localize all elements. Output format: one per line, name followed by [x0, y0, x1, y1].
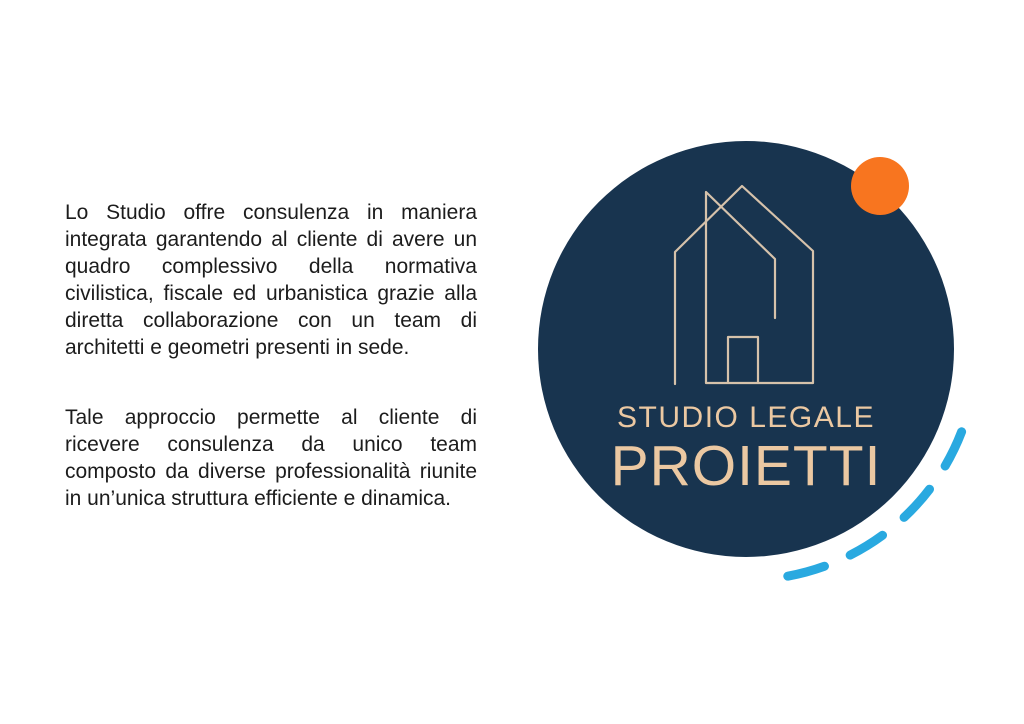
logo-line-proietti: PROIETTI	[610, 434, 882, 498]
intro-paragraph-2: Tale approccio permette al cliente di ricevere consulenza da unico team composto da diverse professionalità riunite in un’unica struttura efficiente e dinamica.	[65, 406, 477, 510]
orange-dot-icon	[851, 157, 909, 215]
logo-line-studio-legale: STUDIO LEGALE	[617, 401, 875, 434]
intro-paragraph-1: Lo Studio offre consulenza in maniera integrata garantendo al cliente di avere un quadro complessivo della normativa civilistica, fiscale ed urbanistica grazie alla diretta collaborazione con un team di architetti e geometri presenti in sede.	[65, 201, 477, 359]
